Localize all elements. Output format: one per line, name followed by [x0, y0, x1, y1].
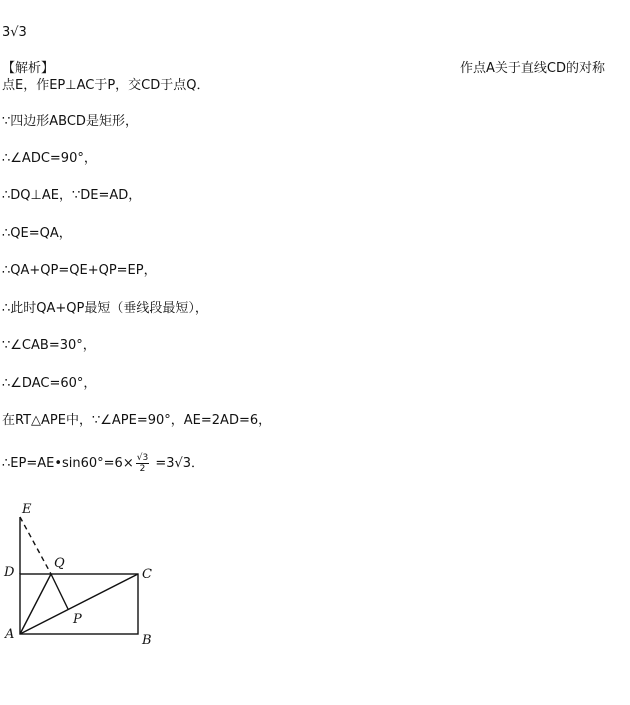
final-suffix: =3√3．: [155, 456, 205, 471]
answer-text: 3√3: [2, 25, 27, 40]
step-line: ∵四边形ABCD是矩形，: [2, 114, 138, 129]
label-p: P: [73, 612, 82, 627]
step-line: ∴DQ⊥AE，∵DE=AD，: [2, 188, 142, 203]
analysis-intro-right: 作点A关于直线CD的对称: [460, 61, 605, 76]
step-line: ∴此时QA+QP最短（垂线段最短），: [2, 301, 208, 316]
fraction-denominator: 2: [139, 464, 146, 474]
label-a: A: [5, 627, 15, 642]
step-line: ∵∠CAB=30°，: [2, 338, 96, 353]
fraction: [136, 453, 149, 474]
fraction-numerator: √3: [136, 453, 149, 463]
analysis-intro-continuation: 点E，作EP⊥AC于P，交CD于点Q．: [2, 78, 210, 93]
final-prefix: ∴EP=AE•sin60°=6×: [2, 456, 134, 471]
segment-qp: [51, 574, 68, 609]
step-line: 在RT△APE中，∵∠APE=90°，AE=2AD=6，: [2, 413, 272, 428]
label-b: B: [142, 633, 152, 648]
step-line: ∴∠ADC=90°，: [2, 151, 97, 166]
step-line: ∴QA+QP=QE+QP=EP，: [2, 263, 157, 278]
label-q: Q: [54, 556, 65, 571]
analysis-label: 【解析】: [2, 61, 55, 76]
final-equation: [2, 451, 204, 477]
geometry-diagram: [0, 495, 180, 655]
step-line: ∴QE=QA，: [2, 226, 72, 241]
label-e: E: [22, 502, 32, 517]
segment-eq-dashed: [20, 517, 51, 574]
label-c: C: [142, 567, 152, 582]
label-d: D: [4, 565, 15, 580]
step-line: ∴∠DAC=60°，: [2, 376, 97, 391]
segment-aq: [20, 574, 51, 634]
